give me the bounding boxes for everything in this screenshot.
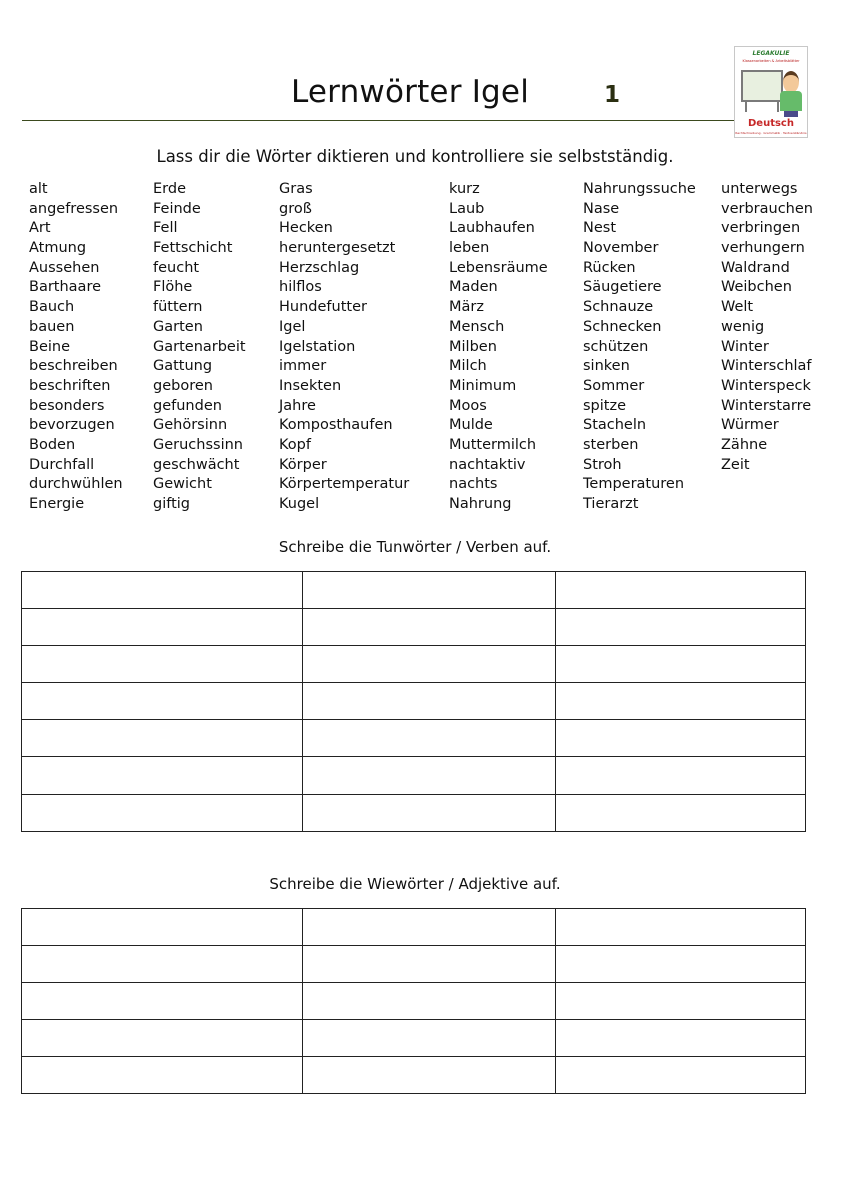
answer-cell[interactable] xyxy=(556,572,806,609)
word: Gattung xyxy=(153,358,213,375)
answer-cell[interactable] xyxy=(22,757,303,794)
word: Zähne xyxy=(721,436,768,453)
table-row xyxy=(22,720,806,757)
word: Muttermilch xyxy=(449,436,537,453)
table-row xyxy=(22,646,806,683)
word: sterben xyxy=(583,436,639,453)
word: Beine xyxy=(29,338,71,355)
word: Bauch xyxy=(29,299,75,316)
word: Jahre xyxy=(279,397,316,414)
answer-cell[interactable] xyxy=(303,757,556,794)
table-row xyxy=(22,983,806,1020)
answer-cell[interactable] xyxy=(22,983,303,1020)
answer-cell[interactable] xyxy=(556,757,806,794)
word: Milch xyxy=(449,358,487,375)
word-column-2 xyxy=(153,180,246,515)
answer-cell[interactable] xyxy=(303,1057,556,1094)
answer-cell[interactable] xyxy=(22,720,303,757)
word: Lebensräume xyxy=(449,259,548,276)
answer-cell[interactable] xyxy=(22,646,303,683)
word: Stroh xyxy=(583,456,622,473)
word: Art xyxy=(29,220,51,237)
answer-cell[interactable] xyxy=(556,1057,806,1094)
answer-cell[interactable] xyxy=(303,646,556,683)
word: Schnecken xyxy=(583,318,662,335)
word: Igel xyxy=(279,318,306,335)
answer-cell[interactable] xyxy=(303,572,556,609)
word: Milben xyxy=(449,338,497,355)
answer-cell[interactable] xyxy=(22,609,303,646)
teacher-legs-icon xyxy=(784,111,798,117)
word: leben xyxy=(449,240,490,257)
word: Waldrand xyxy=(721,259,790,276)
answer-cell[interactable] xyxy=(303,720,556,757)
word: nachts xyxy=(449,476,498,493)
word: Minimum xyxy=(449,377,517,394)
word: feucht xyxy=(153,259,200,276)
answer-cell[interactable] xyxy=(22,1057,303,1094)
table-row xyxy=(22,572,806,609)
word: Würmer xyxy=(721,417,779,434)
word: verhungern xyxy=(721,240,805,257)
word: Garten xyxy=(153,318,203,335)
word: geboren xyxy=(153,377,213,394)
answer-cell[interactable] xyxy=(303,909,556,946)
word: Erde xyxy=(153,181,186,197)
word: Säugetiere xyxy=(583,279,662,296)
adjectives-heading: Schreibe die Wiewörter / Adjektive auf. xyxy=(269,875,561,893)
word: Winter xyxy=(721,338,769,355)
answer-cell[interactable] xyxy=(22,794,303,831)
word: Maden xyxy=(449,279,498,296)
answer-cell[interactable] xyxy=(556,909,806,946)
answer-cell[interactable] xyxy=(556,683,806,720)
word: Insekten xyxy=(279,377,342,394)
word: Laubhaufen xyxy=(449,220,535,237)
word: sinken xyxy=(583,358,630,375)
answer-cell[interactable] xyxy=(303,983,556,1020)
answer-cell[interactable] xyxy=(22,946,303,983)
word: Geruchssinn xyxy=(153,436,243,453)
answer-cell[interactable] xyxy=(556,720,806,757)
word: Fell xyxy=(153,220,178,237)
word: bevorzugen xyxy=(29,417,115,434)
word: Atmung xyxy=(29,240,87,257)
word: Schnauze xyxy=(583,299,654,316)
word: geschwächt xyxy=(153,456,240,473)
word: November xyxy=(583,240,659,257)
word: Mulde xyxy=(449,417,493,434)
table-row xyxy=(22,946,806,983)
word: Weibchen xyxy=(721,279,792,296)
word: Zeit xyxy=(721,456,750,473)
teacher-head-icon xyxy=(783,71,799,93)
answer-cell[interactable] xyxy=(556,1020,806,1057)
word: durchwühlen xyxy=(29,476,123,493)
word: füttern xyxy=(153,299,203,316)
word-column-5 xyxy=(583,180,696,515)
word: Aussehen xyxy=(29,259,100,276)
table-row xyxy=(22,794,806,831)
word: Boden xyxy=(29,436,76,453)
word: Winterschlaf xyxy=(721,358,812,375)
chalkboard-icon xyxy=(741,70,783,102)
word: groß xyxy=(279,200,312,217)
word: Herzschlag xyxy=(279,259,360,276)
word: Hecken xyxy=(279,220,333,237)
word: Körpertemperatur xyxy=(279,476,410,493)
word: verbringen xyxy=(721,220,801,237)
answer-cell[interactable] xyxy=(303,794,556,831)
answer-cell[interactable] xyxy=(556,646,806,683)
word: Gewicht xyxy=(153,476,212,493)
table-row xyxy=(22,757,806,794)
logo-subline: Rechtschreibung · Grammatik · Textverständnis xyxy=(735,131,807,135)
word: bauen xyxy=(29,318,75,335)
word: gefunden xyxy=(153,397,222,414)
page-number: 1 xyxy=(604,82,621,108)
instruction-text: Lass dir die Wörter diktieren und kontrolliere sie selbstständig. xyxy=(156,147,674,166)
answer-cell[interactable] xyxy=(22,572,303,609)
word: Gehörsinn xyxy=(153,417,228,434)
word: hilflos xyxy=(279,279,322,296)
table-row xyxy=(22,1057,806,1094)
word: März xyxy=(449,299,484,316)
word: Durchfall xyxy=(29,456,95,473)
word: Kopf xyxy=(279,436,311,453)
word: beschriften xyxy=(29,377,111,394)
word: besonders xyxy=(29,397,105,414)
word: Winterspeck xyxy=(721,377,811,394)
word: Nahrungssuche xyxy=(583,181,696,197)
word: Barthaare xyxy=(29,279,102,296)
logo-brand: LEGAKULIE xyxy=(752,50,790,57)
verbs-heading: Schreibe die Tunwörter / Verben auf. xyxy=(278,538,552,556)
answer-cell[interactable] xyxy=(22,683,303,720)
answer-cell[interactable] xyxy=(303,683,556,720)
legakulie-logo xyxy=(734,46,808,138)
word: beschreiben xyxy=(29,358,118,375)
answer-cell[interactable] xyxy=(303,1020,556,1057)
word: Moos xyxy=(449,397,487,414)
word: Körper xyxy=(279,456,327,473)
word: unterwegs xyxy=(721,181,798,197)
answer-cell[interactable] xyxy=(556,794,806,831)
word: Sommer xyxy=(583,377,645,394)
word: Igelstation xyxy=(279,338,356,355)
word: Gartenarbeit xyxy=(153,338,246,355)
answer-cell[interactable] xyxy=(22,909,303,946)
word: verbrauchen xyxy=(721,200,813,217)
word: Komposthaufen xyxy=(279,417,393,434)
word: Tierarzt xyxy=(583,496,639,512)
verbs-answer-table xyxy=(21,571,806,832)
word: kurz xyxy=(449,181,480,197)
word: Flöhe xyxy=(153,279,193,296)
word: Kugel xyxy=(279,496,320,512)
word-column-3 xyxy=(279,180,409,515)
word-column-1 xyxy=(29,180,123,515)
word: schützen xyxy=(583,338,649,355)
answer-cell[interactable] xyxy=(556,609,806,646)
word: spitze xyxy=(583,397,627,414)
word: alt xyxy=(29,181,48,197)
word: Nest xyxy=(583,220,617,237)
word: Nahrung xyxy=(449,496,512,512)
teacher-body-icon xyxy=(780,91,802,111)
word: Winterstarre xyxy=(721,397,812,414)
table-row xyxy=(22,1020,806,1057)
word: Energie xyxy=(29,496,85,512)
word: giftig xyxy=(153,496,191,512)
logo-subject: Deutsch xyxy=(748,118,794,129)
answer-cell[interactable] xyxy=(556,946,806,983)
word-column-6 xyxy=(721,180,813,475)
word: angefressen xyxy=(29,200,119,217)
word: Hundefutter xyxy=(279,299,367,316)
chalkboard-stand-icon xyxy=(745,102,779,112)
word: Temperaturen xyxy=(583,476,685,493)
word: wenig xyxy=(721,318,765,335)
word: heruntergesetzt xyxy=(279,240,396,257)
word-column-4 xyxy=(449,180,548,515)
word: Gras xyxy=(279,181,313,197)
word: Welt xyxy=(721,299,754,316)
answer-cell[interactable] xyxy=(22,1020,303,1057)
word: Mensch xyxy=(449,318,505,335)
table-row xyxy=(22,909,806,946)
page-title: Lernwörter Igel xyxy=(290,74,530,110)
word: immer xyxy=(279,358,327,375)
adjectives-answer-table xyxy=(21,908,806,1094)
word: Laub xyxy=(449,200,485,217)
word: nachtaktiv xyxy=(449,456,526,473)
word: Nase xyxy=(583,200,620,217)
table-row xyxy=(22,609,806,646)
answer-cell[interactable] xyxy=(303,946,556,983)
word: Stacheln xyxy=(583,417,647,434)
answer-cell[interactable] xyxy=(303,609,556,646)
word: Fettschicht xyxy=(153,240,233,257)
word: Feinde xyxy=(153,200,201,217)
title-divider xyxy=(22,120,734,121)
table-row xyxy=(22,683,806,720)
answer-cell[interactable] xyxy=(556,983,806,1020)
word: Rücken xyxy=(583,259,636,276)
logo-tagline: Klassenarbeiten & Arbeitsblätter xyxy=(742,59,800,63)
